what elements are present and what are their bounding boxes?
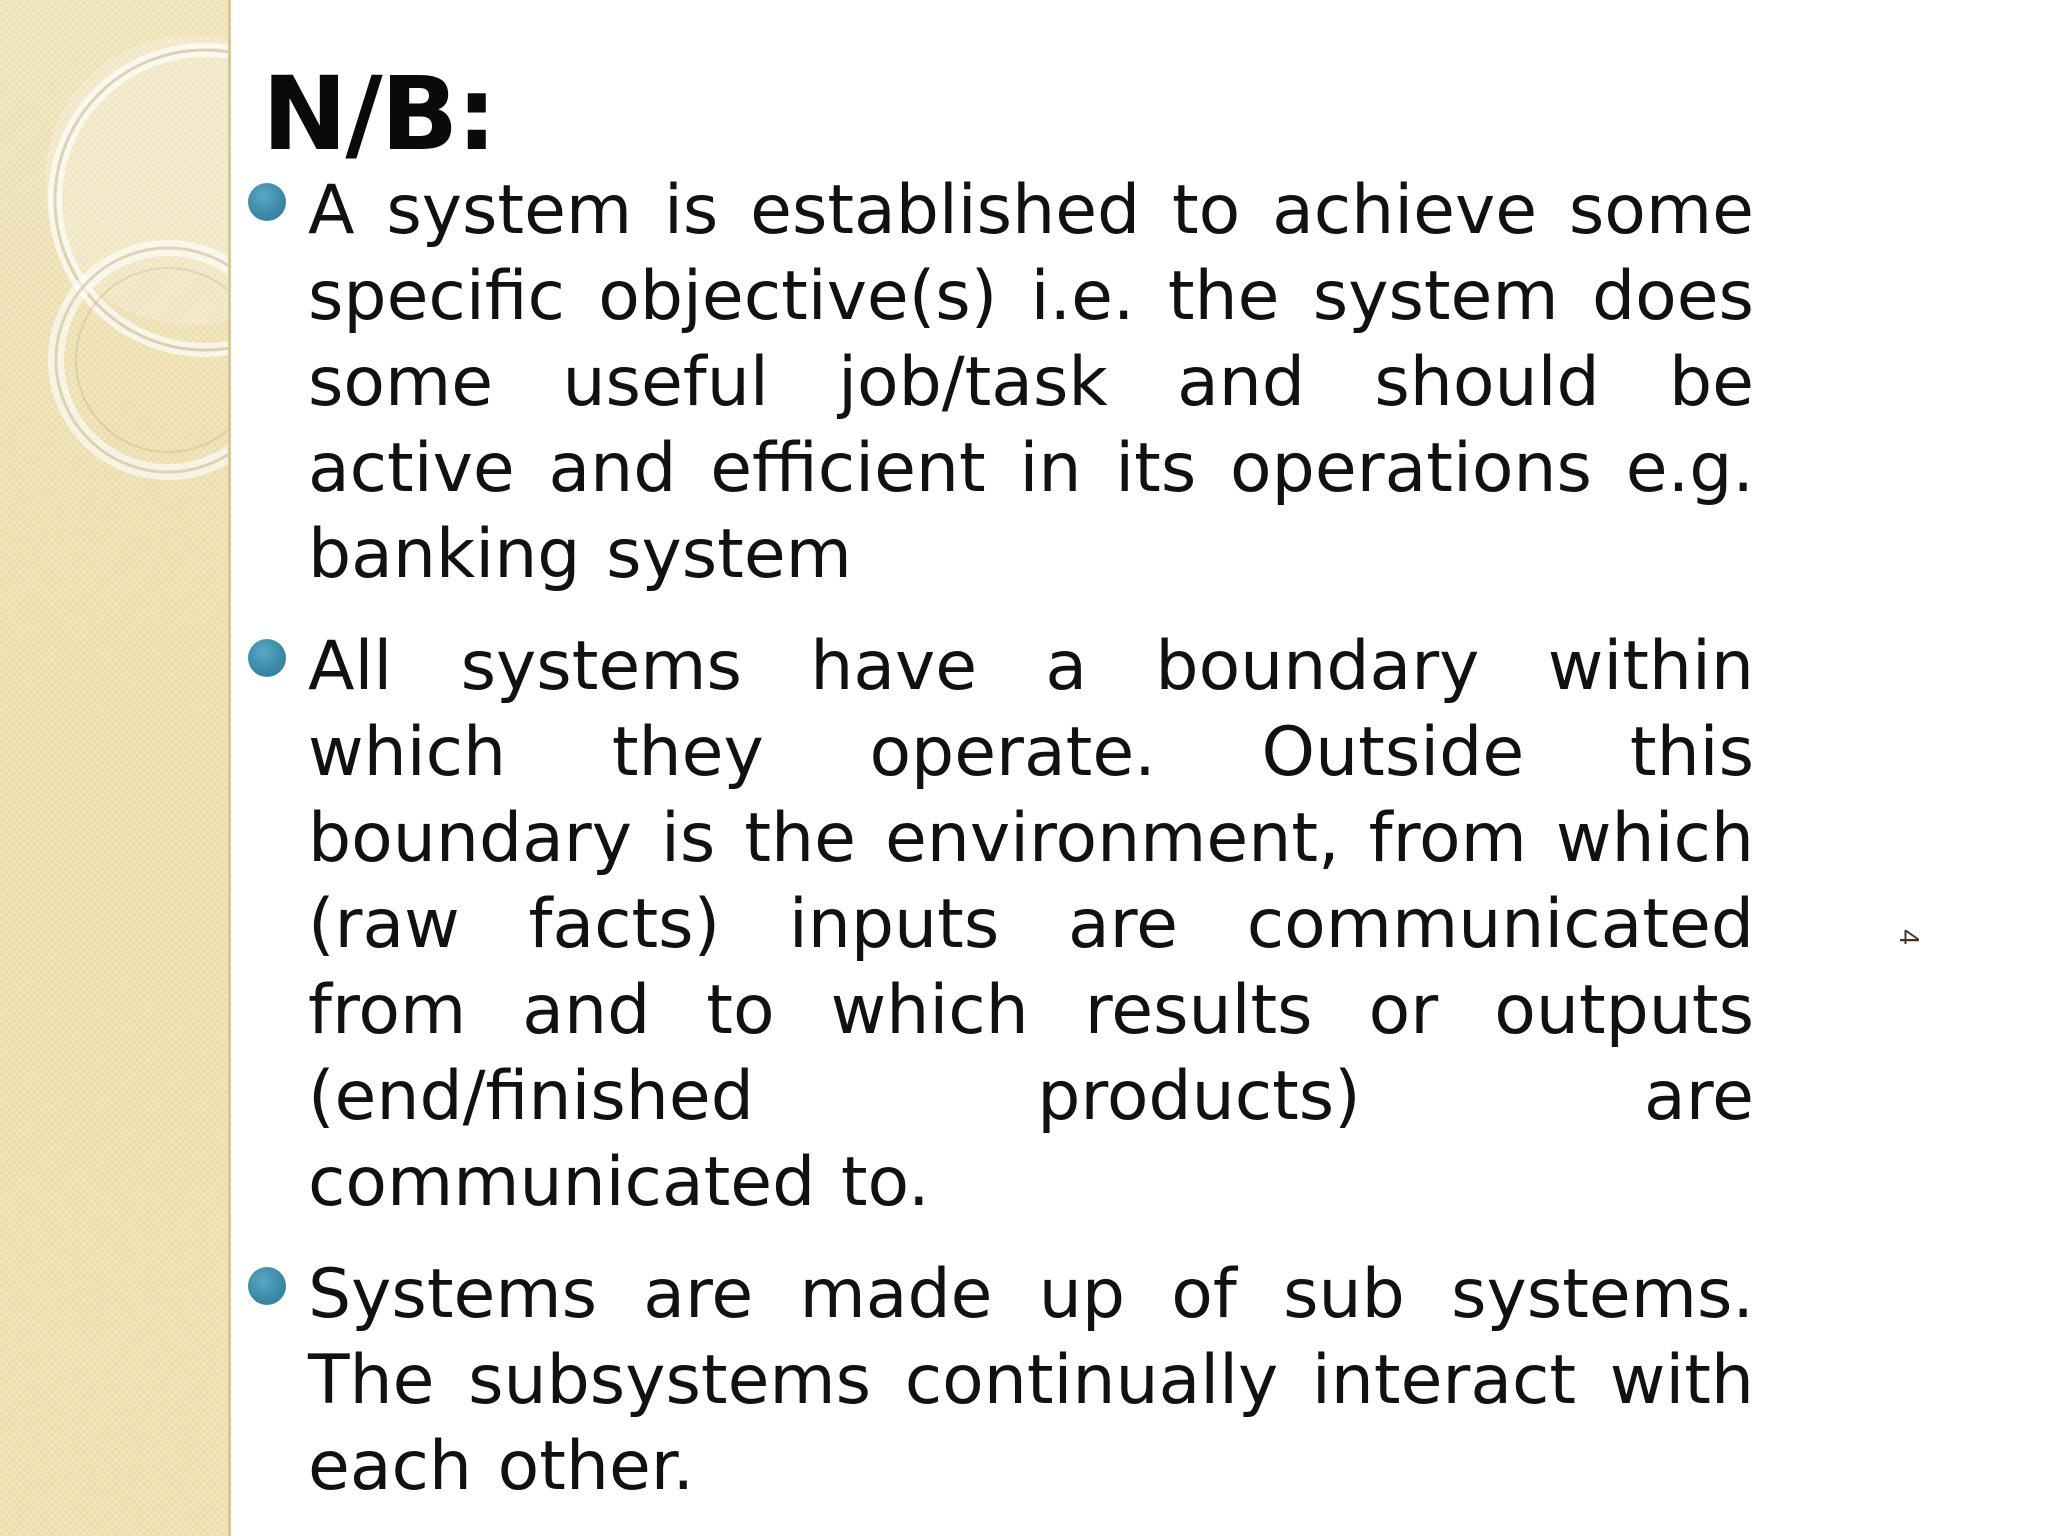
decorative-rings xyxy=(0,0,228,1536)
bullet-dot-icon xyxy=(248,183,286,221)
bullet-item xyxy=(244,1252,1754,1510)
bullet-text: A system is established to achieve some specific objective(s) i.e. the system does some useful job/task and should be active and efficient in its operations e.g. banking system xyxy=(308,171,1754,594)
decorative-side-panel xyxy=(0,0,231,1536)
page-number: 4 xyxy=(1894,929,1925,945)
bullet-item xyxy=(244,624,1754,1226)
bullet-text: All systems have a boundary within which they operate. Outside this boundary is the environment, from which (raw facts) inputs are communicated from and to which results or outputs (end/finished products) are communicated to. xyxy=(308,627,1754,1222)
slide-title: N/B: xyxy=(262,55,496,174)
bullet-dot-icon xyxy=(248,639,286,677)
bullet-text: Systems are made up of sub systems. The subsystems continually interact with each other. xyxy=(308,1255,1754,1506)
bullet-item xyxy=(244,168,1754,598)
bullet-dot-icon xyxy=(248,1267,286,1305)
bullet-list xyxy=(244,168,1754,1536)
